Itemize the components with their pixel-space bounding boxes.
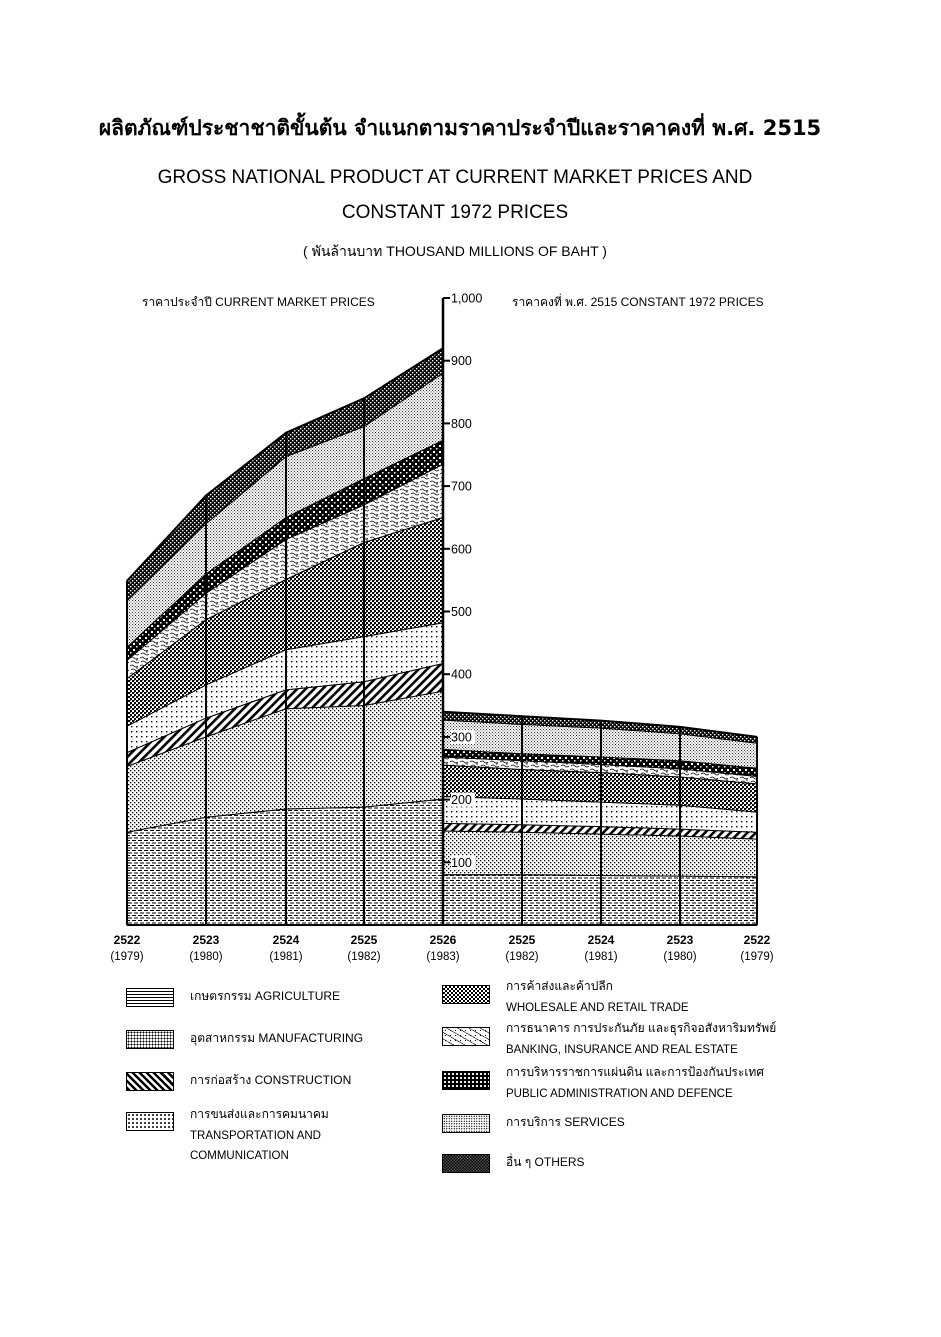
legend-label: การบริหารราชการแผ่นดิน และการป้องกันประเทศ (506, 1065, 764, 1079)
legend-label: การค้าส่งและค้าปลีก (506, 979, 613, 993)
y-tick-label: 200 (451, 793, 472, 808)
x-tick-sublabel: (1979) (110, 951, 144, 963)
x-tick-sublabel: (1979) (740, 951, 774, 963)
legend-label: อุตสาหกรรม MANUFACTURING (190, 1031, 364, 1045)
x-tick-sublabel: (1980) (663, 951, 697, 963)
y-tick-label: 500 (451, 605, 472, 619)
legend-swatch-wholesale (442, 985, 490, 1004)
x-tick-label: 2522 (113, 933, 141, 947)
chart-title-thai: ผลิตภัณฑ์ประชาชาติขั้นต้น จำแนกตามราคาประจำปีและราคาคงที่ พ.ศ. 2515 (98, 116, 822, 140)
x-tick-sublabel: (1982) (347, 951, 381, 963)
right-panel-label: ราคาคงที่ พ.ศ. 2515 CONSTANT 1972 PRICES (512, 295, 764, 309)
legend-agriculture (126, 986, 426, 1016)
legend-label-line2: BANKING, INSURANCE AND REAL ESTATE (506, 1044, 738, 1056)
legend-label: การขนส่งและการคมนาคม (190, 1107, 329, 1121)
x-tick-label: 2524 (587, 933, 615, 947)
y-tick-label: 600 (451, 542, 472, 557)
y-tick-label: 700 (451, 479, 472, 494)
x-tick-label: 2525 (350, 933, 378, 947)
y-tick-label: 800 (451, 416, 472, 431)
x-tick-sublabel: (1981) (584, 951, 618, 963)
legend-swatch-public-admin (442, 1071, 490, 1090)
legend-swatch-transportation (126, 1112, 174, 1131)
x-tick-label: 2524 (272, 933, 300, 947)
legend-construction (126, 1070, 426, 1100)
legend-others (442, 1152, 902, 1182)
legend-label-line2: WHOLESALE AND RETAIL TRADE (506, 1002, 689, 1014)
legend-banking (442, 1018, 902, 1062)
y-tick-label: 100 (451, 855, 472, 870)
legend-label-line2: TRANSPORTATION AND (190, 1130, 321, 1142)
legend-label: การธนาคาร การประกันภัย และธุรกิจอสังหาริมทรัพย์ (506, 1021, 777, 1035)
x-tick-sublabel: (1980) (189, 951, 223, 963)
legend-public-admin (442, 1062, 902, 1106)
legend-services (442, 1112, 902, 1142)
y-tick-label: 1,000 (451, 291, 483, 306)
legend-label: เกษตรกรรม AGRICULTURE (190, 989, 341, 1003)
y-tick-label: 900 (451, 354, 472, 369)
legend-swatch-others (442, 1154, 490, 1173)
x-tick-sublabel: (1981) (269, 951, 303, 963)
legend-manufacturing (126, 1028, 426, 1058)
x-tick-label: 2523 (192, 933, 220, 947)
legend-swatch-banking (442, 1027, 490, 1046)
legend-label: การบริการ SERVICES (506, 1115, 625, 1129)
legend-wholesale (442, 976, 902, 1020)
legend-swatch-construction (126, 1072, 174, 1091)
y-tick-label: 400 (451, 667, 472, 682)
y-tick-label: 300 (451, 730, 472, 745)
chart-title-english-line2: CONSTANT 1972 PRICES (341, 202, 569, 223)
legend-label: อื่น ๆ OTHERS (506, 1155, 585, 1169)
legend-swatch-manufacturing (126, 1030, 174, 1049)
x-tick-sublabel: (1982) (505, 951, 539, 963)
chart-units: ( พันล้านบาท THOUSAND MILLIONS OF BAHT ) (303, 243, 607, 259)
legend-label: การก่อสร้าง CONSTRUCTION (190, 1073, 352, 1087)
x-tick-sublabel: (1983) (426, 951, 460, 963)
legend-transportation (126, 1104, 426, 1166)
legend-label-line3: COMMUNICATION (190, 1150, 289, 1162)
x-tick-label: 2525 (508, 933, 536, 947)
legend-swatch-services (442, 1114, 490, 1133)
left-panel-label: ราคาประจำปี CURRENT MARKET PRICES (142, 295, 375, 309)
legend-label-line2: PUBLIC ADMINISTRATION AND DEFENCE (506, 1088, 733, 1100)
chart-title-english-line1: GROSS NATIONAL PRODUCT AT CURRENT MARKET PRICES AND (157, 167, 753, 188)
x-tick-label: 2523 (666, 933, 694, 947)
x-tick-label: 2522 (743, 933, 771, 947)
legend-swatch-agriculture (126, 988, 174, 1007)
x-tick-label: 2526 (429, 933, 457, 947)
